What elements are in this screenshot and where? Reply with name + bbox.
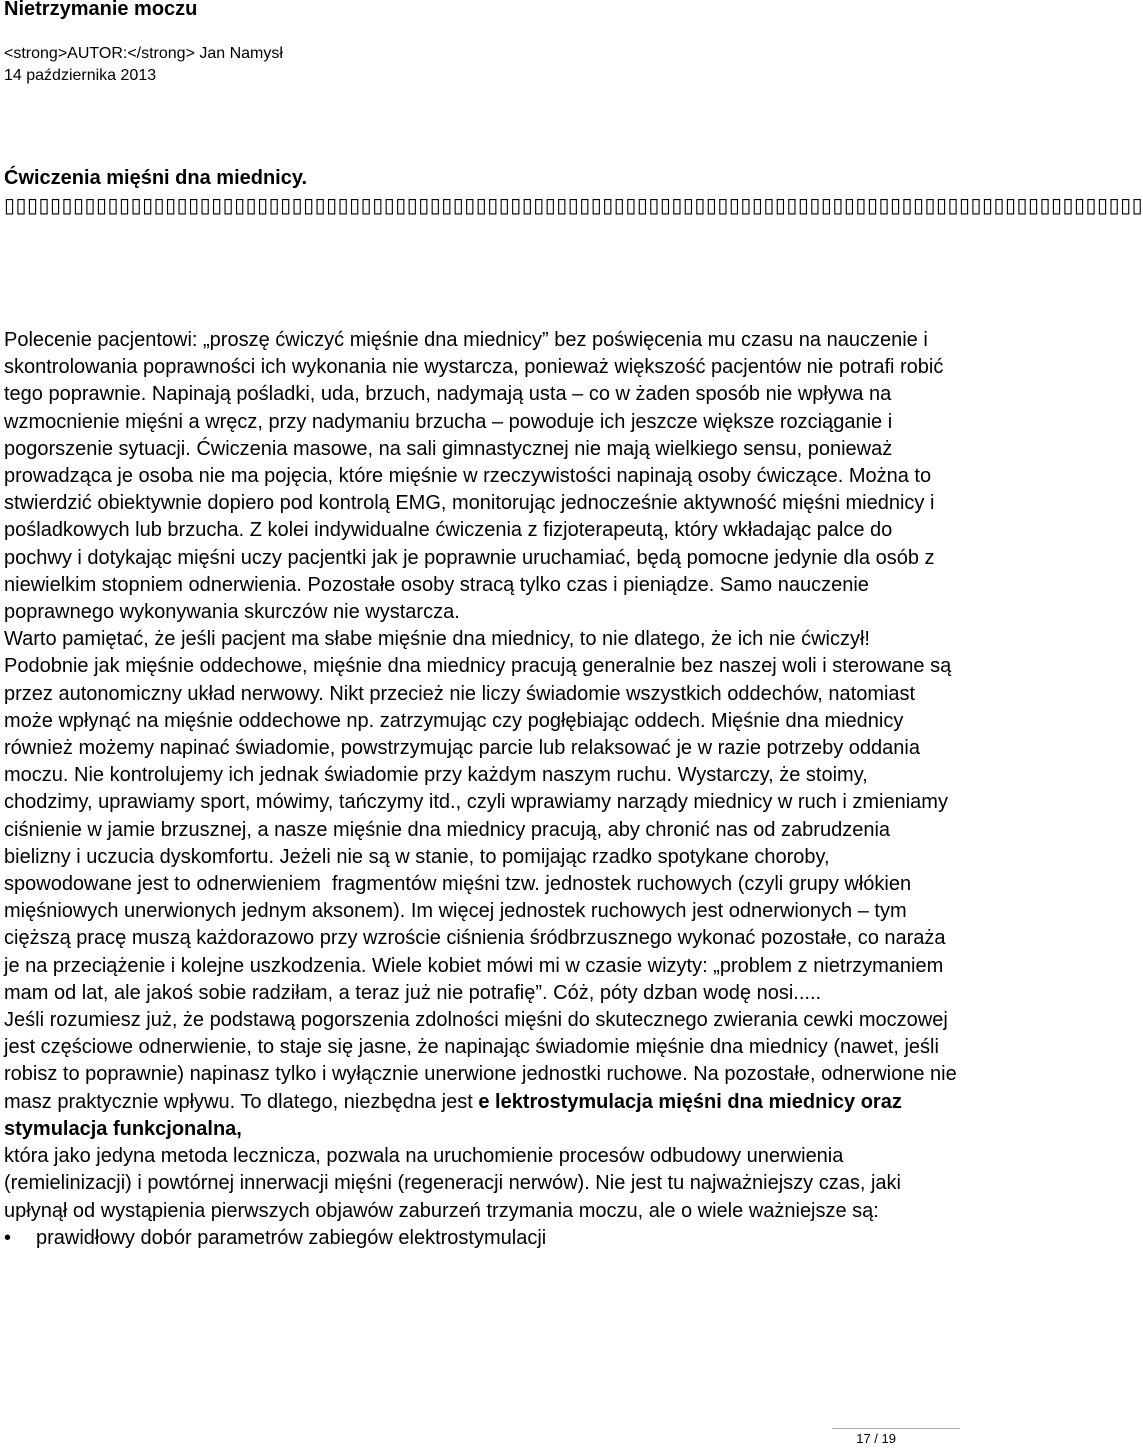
paragraph-3 (4, 1007, 960, 1143)
document-title: Nietrzymanie moczu (4, 0, 198, 20)
paragraph-4: która jako jedyna metoda lecznicza, pozwala na uruchomienie procesów odbudowy unerwienia (remielinizacji) i powtórnej innerwacji mięśni (regeneracji nerwów). Nie jest tu najważniejszy czas, jaki upłynął od wystąpienia pierwszych objawów zaburzeń trzymania moczu, ale o wiele ważniejsze są: (4, 1145, 901, 1222)
article-body (4, 327, 960, 1252)
paragraph-2: Warto pamiętać, że jeśli pacjent ma słabe mięśnie dna miednicy, to nie dlatego, że ich nie ćwiczył! Podobnie jak mięśnie oddechowe, mięśnie dna miednicy pracują generalnie bez naszej woli i sterowane są przez autonomiczny układ nerwowy. Nikt przecież nie liczy świadomie wszystkich oddechów, natomiast może wpłynąć na mięśnie oddechowe np. zatrzymując czy pogłębiając oddech. Mięśnie dna miednicy również możemy napinać świadomie, powstrzymując parcie lub relaksować je w razie potrzeby oddania moczu. Nie kontrolujemy ich jednak świadomie przy każdym naszym ruchu. Wystarczy, że stoimy, chodzimy, uprawiamy sport, mówimy, tańczymy itd., czyli wprawiamy narządy miednicy w ruch i zmieniamy ciśnienie w jamie brzusznej, a nasze mięśnie dna miednicy pracują, aby chronić nas od zabrudzenia bielizny i uczucia dyskomfortu. Jeżeli nie są w stanie, to pomijając rzadko spotykane choroby, spowodowane jest to odnerwieniem fragmentów mięśni tzw. jednostek ruchowych (czyli grupy włókien mięśniowych unerwionych jednym aksonem). Im więcej jednostek ruchowych jest odnerwionych – tym cięższą pracę muszą każdorazowo przy wzroście ciśnienia śródbrzusznego wykonać pozostałe, co naraża je na przeciążenie i kolejne uszkodzenia. Wiele kobiet mówi mi w czasie wizyty: „problem z nietrzymaniem mam od lat, ale jakoś sobie radziłam, a teraz już nie potrafię”. Cóż, póty dzban wodę nosi..... (4, 628, 952, 1004)
bullet-marker: • (4, 1226, 12, 1249)
footer-rule (832, 1428, 960, 1429)
paragraph-1: Polecenie pacjentowi: „proszę ćwiczyć mięśnie dna miednicy” bez poświęcenia mu czasu na nauczenie i skontrolowania poprawności ich wykonania nie wystarcza, ponieważ większość pacjentów nie potrafi robić tego poprawnie. Napinają pośladki, uda, brzuch, nadymają usta – co w żaden sposób nie wpływa na wzmocnienie mięśni a wręcz, przy nadymaniu brzucha – powoduje ich jeszcze większe rozciąganie i pogorszenie sytuacji. Ćwiczenia masowe, na sali gimnastycznej nie mają wielkiego sensu, ponieważ prowadząca je osoba nie ma pojęcia, które mięśnie w rzeczywistości napinają osoby ćwiczące. Można to stwierdzić obiektywnie dopiero pod kontrolą EMG, monitorując jednocześnie aktywność mięśni miednicy i pośladkowych lub brzucha. Z kolei indywidualne ćwiczenia z fizjoterapeutą, który wkładając palce do pochwy i dotykając mięśni uczy pacjentki jak je poprawnie uruchamiać, będą pomocne jedynie dla osób z niewielkim stopniem odnerwienia. Pozostałe osoby stracą tylko czas i pieniądze. Samo nauczenie poprawnego wykonywania skurczów nie wystarcza. (4, 329, 944, 624)
missing-glyph-run: ▯▯▯▯▯▯▯▯▯▯▯▯▯▯▯▯▯▯▯▯▯▯▯▯▯▯▯▯▯▯▯▯▯▯▯▯▯▯▯▯▯▯▯▯▯▯▯▯▯▯▯▯▯▯▯▯▯▯▯▯▯▯▯▯▯▯▯▯▯▯▯▯▯▯▯▯▯▯▯▯▯▯▯▯▯▯▯▯▯▯▯▯▯▯▯▯▯▯▯ (4, 195, 1143, 217)
page-number: 17 / 19 (856, 1431, 896, 1446)
bullet-list (4, 1225, 960, 1252)
author-line: <strong>AUTOR:</strong> Jan Namysł (4, 45, 283, 62)
publish-date: 14 października 2013 (4, 67, 157, 84)
paragraph-3-text: Jeśli rozumiesz już, że podstawą pogorszenia zdolności mięśni do skutecznego zwierania cewki moczowej jest częściowe odnerwienie, to staje się jasne, że napinając świadomie mięśnie dna miednicy (nawet, jeśli robisz to poprawnie) napinasz tylko i wyłącznie unerwione jednostki ruchowe. Na pozostałe, odnerwione nie masz praktycznie wpływu. To dlatego, niezbędna jest (4, 1009, 957, 1113)
list-item (4, 1225, 960, 1252)
list-item-text: prawidłowy dobór parametrów zabiegów elektrostymulacji (36, 1226, 547, 1249)
section-heading (4, 164, 1143, 220)
paragraph-3-emphasis: e lektrostymulacja mięśni dna miednicy oraz stymulacja funkcjonalna, (4, 1090, 902, 1140)
section-heading-text: Ćwiczenia mięśni dna miednicy. (4, 167, 308, 189)
